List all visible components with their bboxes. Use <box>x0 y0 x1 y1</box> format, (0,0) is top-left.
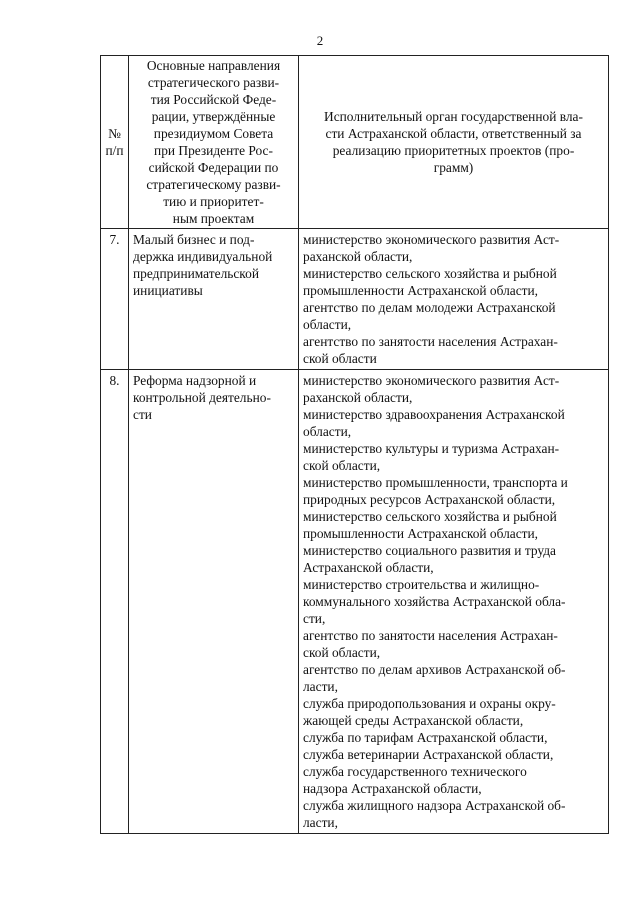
direction-line: инициативы <box>133 283 203 298</box>
organ-line: служба государственного технического <box>303 764 527 779</box>
header-number-cell <box>101 56 129 229</box>
header-direction-line: при Президенте Рос- <box>154 143 273 158</box>
header-organ-cell <box>299 56 609 229</box>
organ-line: министерство промышленности, транспорта и <box>303 475 568 490</box>
organ-line: надзора Астраханской области, <box>303 781 482 796</box>
row-organ-cell <box>299 229 609 370</box>
organ-line: служба жилищного надзора Астраханской об- <box>303 798 566 813</box>
organ-line: министерство строительства и жилищно- <box>303 577 540 592</box>
header-organ-line: сти Астраханской области, ответственный за <box>325 126 582 141</box>
table-row <box>101 229 609 370</box>
organ-line: ской области, <box>303 458 381 473</box>
organ-line: министерство культуры и туризма Астрахан- <box>303 441 560 456</box>
header-direction-line: президиумом Совета <box>153 126 274 141</box>
organ-line: раханской области, <box>303 390 413 405</box>
organ-line: раханской области, <box>303 249 413 264</box>
organ-line: министерство здравоохранения Астраханской <box>303 407 565 422</box>
row-direction-cell <box>129 229 299 370</box>
organ-line: коммунального хозяйства Астраханской обла- <box>303 594 566 609</box>
organ-line: агентство по делам молодежи Астраханской <box>303 300 556 315</box>
header-direction-line: сийской Федерации по <box>148 160 279 175</box>
organ-line: агентство по занятости населения Астрахан- <box>303 628 558 643</box>
organ-line: служба по тарифам Астраханской области, <box>303 730 548 745</box>
header-direction-cell <box>129 56 299 229</box>
organ-line: агентство по занятости населения Астрахан- <box>303 334 558 349</box>
header-direction-line: стратегического разви- <box>147 75 280 90</box>
organ-line: области, <box>303 424 352 439</box>
responsibility-table <box>100 55 609 834</box>
organ-line: промышленности Астраханской области, <box>303 283 539 298</box>
header-direction-line: тия Российской Феде- <box>150 92 277 107</box>
organ-line: сти, <box>303 611 326 626</box>
organ-line: министерство сельского хозяйства и рыбной <box>303 266 557 281</box>
row-number-cell: 8. <box>101 370 129 834</box>
organ-line: ласти, <box>303 815 338 830</box>
organ-line: агентство по делам архивов Астраханской об- <box>303 662 566 677</box>
header-direction-line: ным проектам <box>172 211 255 226</box>
direction-line: сти <box>133 407 152 422</box>
page-number: 2 <box>316 33 324 48</box>
table-row <box>101 370 609 834</box>
organ-line: министерство социального развития и труда <box>303 543 556 558</box>
header-direction-line: тию и приоритет- <box>163 194 264 209</box>
table-header-row <box>101 56 609 229</box>
organ-line: министерство экономического развития Аст- <box>303 373 560 388</box>
organ-line: служба природопользования и охраны окру- <box>303 696 556 711</box>
organ-line: области, <box>303 317 352 332</box>
organ-line: природных ресурсов Астраханской области, <box>303 492 556 507</box>
direction-line: Реформа надзорной и <box>133 373 257 388</box>
organ-line: промышленности Астраханской области, <box>303 526 539 541</box>
header-organ-line: Исполнительный орган государственной вла- <box>324 109 583 124</box>
direction-line: держка индивидуальной <box>133 249 273 264</box>
header-direction-line: стратегическому разви- <box>146 177 281 192</box>
row-organ-cell <box>299 370 609 834</box>
organ-line: ласти, <box>303 679 338 694</box>
direction-line: предпринимательской <box>133 266 259 281</box>
organ-line: служба ветеринарии Астраханской области, <box>303 747 554 762</box>
header-organ-line: реализацию приоритетных проектов (про- <box>332 143 575 158</box>
header-organ-line: грамм) <box>433 160 474 175</box>
organ-line: министерство сельского хозяйства и рыбной <box>303 509 557 524</box>
header-direction-line: рации, утверждённые <box>151 109 276 124</box>
row-number-cell: 7. <box>101 229 129 370</box>
organ-line: ской области, <box>303 645 381 660</box>
header-number-line: № <box>108 126 121 141</box>
direction-line: контрольной деятельно- <box>133 390 271 405</box>
header-direction-line: Основные направления <box>146 58 281 73</box>
organ-line: жающей среды Астраханской области, <box>303 713 524 728</box>
direction-line: Малый бизнес и под- <box>133 232 255 247</box>
row-direction-cell <box>129 370 299 834</box>
organ-line: ской области <box>303 351 377 366</box>
header-number-line: п/п <box>105 143 124 158</box>
organ-line: министерство экономического развития Аст- <box>303 232 560 247</box>
organ-line: Астраханской области, <box>303 560 434 575</box>
